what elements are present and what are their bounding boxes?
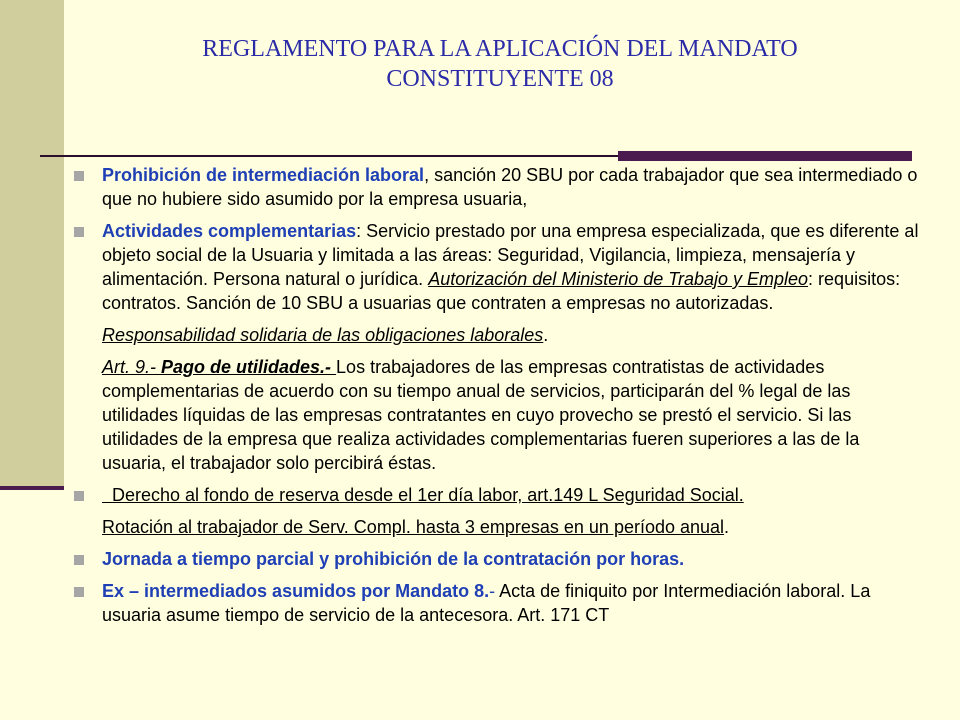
left-accent-rule bbox=[0, 486, 64, 490]
left-accent-bar bbox=[0, 0, 64, 488]
paragraph-text: . bbox=[724, 517, 730, 537]
square-bullet-icon bbox=[74, 491, 84, 501]
square-bullet-icon bbox=[74, 587, 84, 597]
slide-title bbox=[70, 34, 930, 94]
utilidades-heading: Pago de utilidades.- bbox=[161, 357, 337, 377]
bullet-item-fondo-reserva bbox=[74, 483, 924, 507]
item-text: : Servicio prestado por una empresa especializada, que es diferente al objeto social de la Usuaria y limitada a las áreas: Seguridad, Vigilancia, limpieza, mensajería y alimentación. Persona natural o jurídica. bbox=[102, 221, 919, 289]
paragraph-text: . bbox=[543, 325, 549, 345]
fondo-reserva-text: Derecho al fondo de reserva desde el 1er día labor, art.149 L Seguridad Social. bbox=[102, 485, 744, 505]
square-bullet-icon bbox=[74, 227, 84, 237]
autorizacion-text: Autorización del Ministerio de Trabajo y Empleo bbox=[428, 269, 809, 289]
art-label: Art. 9.- bbox=[102, 357, 162, 377]
item-lead: Ex – intermediados asumidos por Mandato 8. bbox=[102, 581, 490, 601]
paragraph-responsabilidad bbox=[74, 323, 924, 347]
responsabilidad-text: Responsabilidad solidaria de las obligaciones laborales bbox=[102, 325, 544, 345]
bullet-item-ex-intermediados bbox=[74, 579, 924, 627]
square-bullet-icon bbox=[74, 171, 84, 181]
square-bullet-icon bbox=[74, 555, 84, 565]
item-lead: Prohibición de intermediación laboral bbox=[102, 165, 425, 185]
paragraph-rotacion bbox=[74, 515, 924, 539]
item-text: , sanción 20 SBU por cada trabajador que sea intermediado o que no hubiere sido asumido por la empresa usuaria, bbox=[102, 165, 918, 209]
title-divider-accent bbox=[618, 151, 912, 161]
autorizacion-detail: : requisitos: contratos. Sanción de 10 SBU a usuarias que contraten a empresas no autorizadas. bbox=[102, 269, 901, 313]
rotacion-text: Rotación al trabajador de Serv. Compl. hasta 3 empresas en un período anual bbox=[102, 517, 725, 537]
paragraph-utilidades bbox=[74, 355, 924, 475]
item-lead: Actividades complementarias bbox=[102, 221, 357, 241]
item-dash: - bbox=[489, 581, 500, 601]
bullet-item-actividades bbox=[74, 219, 924, 315]
paragraph-text: Los trabajadores de las empresas contratistas de actividades complementarias de acuerdo con su tiempo anual de servicios, participarán del % legal de las utilidades líquidas de las empresas contratantes en cuyo provecho se prestó el servicio. Si las utilidades de la empresa que realiza actividades complementarias fueren superiores a las de la usuaria, el trabajador solo percibirá éstas. bbox=[102, 357, 860, 473]
item-text: Acta de finiquito por Intermediación laboral. La usuaria asume tiempo de servicio de la antecesora. Art. 171 CT bbox=[102, 581, 871, 625]
title-line-1: REGLAMENTO PARA LA APLICACIÓN DEL MANDATO bbox=[202, 36, 798, 62]
item-lead: Jornada a tiempo parcial y prohibición de la contratación por horas. bbox=[102, 549, 685, 569]
slide-body bbox=[74, 163, 924, 635]
bullet-item-jornada bbox=[74, 547, 924, 571]
bullet-item-intermediacion bbox=[74, 163, 924, 211]
title-line-2: CONSTITUYENTE 08 bbox=[386, 66, 614, 92]
